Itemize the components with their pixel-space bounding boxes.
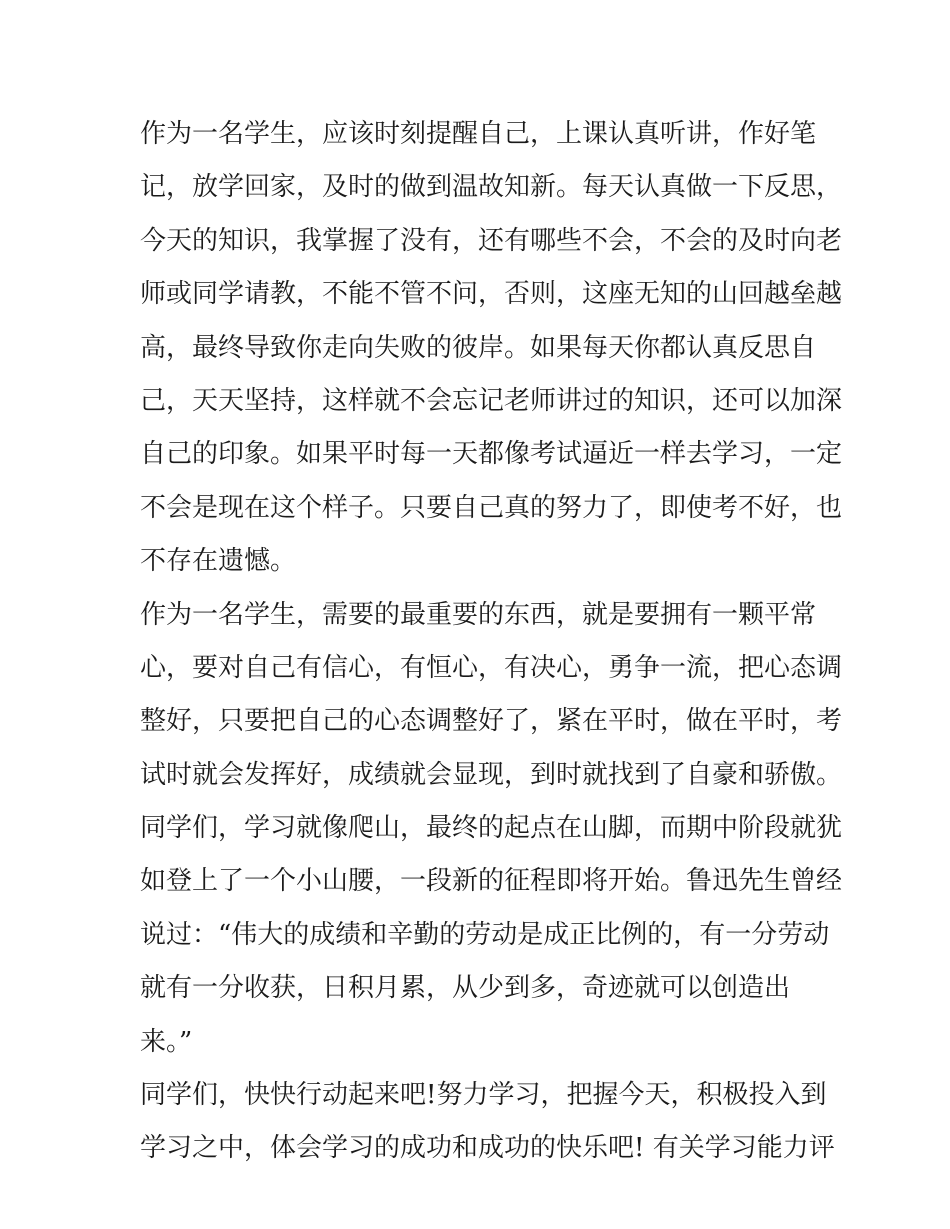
text-line: 整好，只要把自己的心态调整好了，紧在平时，做在平时，考 xyxy=(140,706,843,737)
text-line: 师或同学请教，不能不管不问，否则，这座无知的山回越垒越 xyxy=(140,279,843,310)
text-line: 来。” xyxy=(140,1026,193,1057)
text-line: 同学们，快快行动起来吧!努力学习，把握今天，积极投入到 xyxy=(140,1080,827,1111)
text-line: 不会是现在这个样子。只要自己真的努力了，即使考不好，也 xyxy=(140,492,843,523)
text-line: 记，放学回家，及时的做到温故知新。每天认真做一下反思， xyxy=(140,172,843,203)
text-line: 不存在遗憾。 xyxy=(140,546,297,577)
text-line: 心，要对自己有信心，有恒心，有决心，勇争一流，把心态调 xyxy=(140,652,843,683)
text-line: 高，最终导致你走向失败的彼岸。如果每天你都认真反思自 xyxy=(140,332,817,363)
text-line: 同学们，学习就像爬山，最终的起点在山脚，而期中阶段就犹 xyxy=(140,813,843,844)
body-text xyxy=(140,108,843,1176)
text-line: 作为一名学生，应该时刻提醒自己，上课认真听讲，作好笔 xyxy=(140,119,817,149)
text-line: 己，天天坚持，这样就不会忘记老师讲过的知识，还可以加深 xyxy=(140,385,843,416)
text-line: 试时就会发挥好，成绩就会显现，到时就找到了自豪和骄傲。 xyxy=(140,759,843,790)
text-line: 说过：“伟大的成绩和辛勤的劳动是成正比例的，有一分劳动 xyxy=(140,919,830,950)
text-line: 自己的印象。如果平时每一天都像考试逼近一样去学习，一定 xyxy=(140,439,843,470)
text-line: 就有一分收获，日积月累，从少到多，奇迹就可以创造出 xyxy=(140,973,791,1004)
text-line: 如登上了一个小山腰，一段新的征程即将开始。鲁迅先生曾经 xyxy=(140,866,843,897)
text-line: 今天的知识，我掌握了没有，还有哪些不会，不会的及时向老 xyxy=(140,225,843,256)
text-line: 作为一名学生，需要的最重要的东西，就是要拥有一颗平常 xyxy=(140,599,817,630)
text-line: 学习之中，体会学习的成功和成功的快乐吧! 有关学习能力评 xyxy=(140,1133,835,1164)
